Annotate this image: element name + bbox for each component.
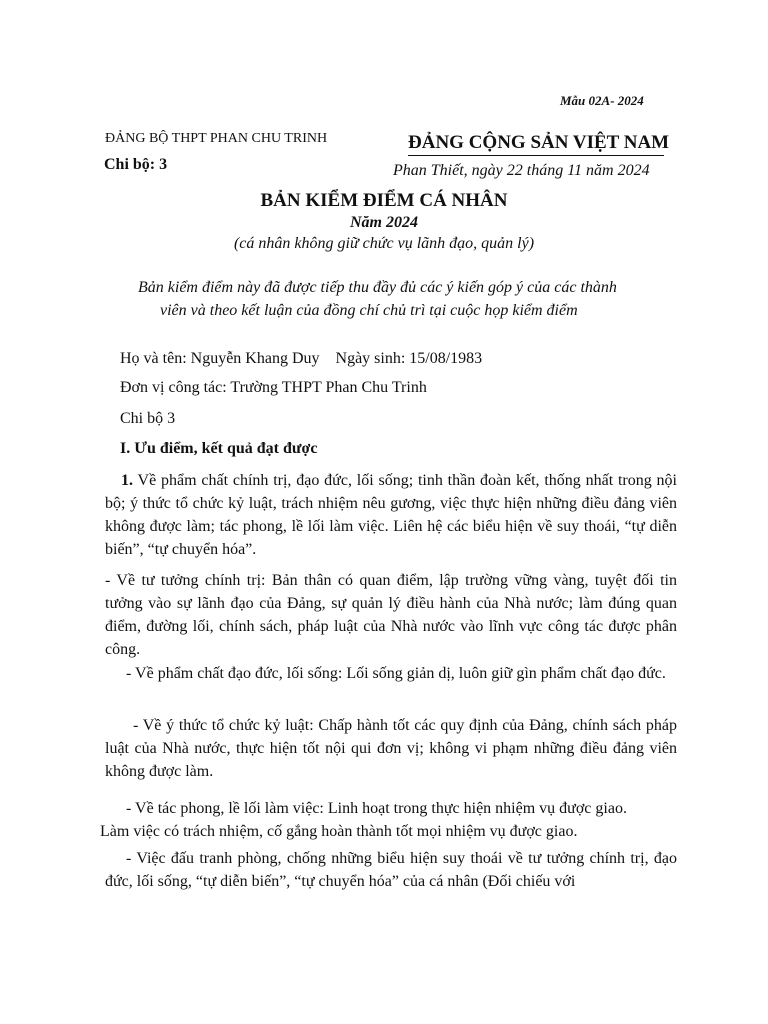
document-subtitle: (cá nhân không giữ chức vụ lãnh đạo, quản lý) xyxy=(233,235,535,252)
section-heading-strengths: I. Ưu điểm, kết quả đạt được xyxy=(120,440,318,457)
form-number: Mẫu 02A- 2024 xyxy=(560,93,644,108)
full-name: Họ và tên: Nguyễn Khang Duy xyxy=(120,350,320,367)
review-note-line-2: viên và theo kết luận của đồng chí chủ trì tại cuộc họp kiểm điểm xyxy=(160,302,578,319)
political-ideology-paragraph: - Về tư tưởng chính trị: Bản thân có quan điểm, lập trường vững vàng, tuyệt đối tin tưởng vào sự lãnh đạo của Đảng, sự quản lý điều hành của Nhà nước; làm đúng quan điểm, đường lối, chính sách, pháp luật của Nhà nước vào lĩnh vực công tác được phân công. xyxy=(105,572,677,658)
party-name-underline xyxy=(408,155,664,156)
item-1-number: 1. xyxy=(121,472,133,489)
document-year: Năm 2024 xyxy=(350,214,418,231)
review-note-line-1: Bản kiểm điểm này đã được tiếp thu đầy đủ các ý kiến góp ý của các thành xyxy=(138,279,617,296)
party-organization: ĐẢNG BỘ THPT PHAN CHU TRINH xyxy=(105,131,328,146)
document-title: BẢN KIỂM ĐIỂM CÁ NHÂN xyxy=(260,190,508,211)
item-1-text: Về phẩm chất chính trị, đạo đức, lối sống; tinh thần đoàn kết, thống nhất trong nội bộ; ý thức tổ chức kỷ luật, trách nhiệm nêu gương, việc thực hiện những điều đảng viên không được làm; tác phong, lề lối làm việc. Liên hệ các biểu hiện về suy thoái, “tự diễn biến”, “tự chuyển hóa”. xyxy=(105,472,677,558)
party-name: ĐẢNG CỘNG SẢN VIỆT NAM xyxy=(408,132,670,153)
place-date: Phan Thiết, ngày 22 tháng 11 năm 2024 xyxy=(393,162,650,179)
item-1-paragraph xyxy=(105,469,677,561)
name-dob-row xyxy=(120,350,482,368)
work-style-line-1: - Về tác phong, lề lối làm việc: Linh hoạt trong thực hiện nhiệm vụ được giao. xyxy=(126,800,627,817)
party-cell: Chi bộ: 3 xyxy=(104,156,168,173)
anti-degradation-paragraph: - Việc đấu tranh phòng, chống những biểu hiện suy thoái về tư tưởng chính trị, đạo đức, lối sống, “tự diễn biến”, “tự chuyển hóa” của cá nhân (Đối chiếu với xyxy=(105,850,677,890)
work-style-paragraph xyxy=(100,797,677,843)
discipline-paragraph: - Về ý thức tổ chức kỷ luật: Chấp hành tốt các quy định của Đảng, chính sách pháp luật của Nhà nước, thực hiện tốt nội qui đơn vị; không vi phạm những điều đảng viên không được làm. xyxy=(105,717,677,780)
date-of-birth: Ngày sinh: 15/08/1983 xyxy=(335,350,483,367)
personal-cell: Chi bộ 3 xyxy=(120,410,176,427)
ethics-paragraph: - Về phẩm chất đạo đức, lối sống: Lối sống giản dị, luôn giữ gìn phẩm chất đạo đức. xyxy=(126,665,666,682)
work-unit: Đơn vị công tác: Trường THPT Phan Chu Trinh xyxy=(120,379,427,396)
review-note xyxy=(138,276,678,322)
work-style-line-2: Làm việc có trách nhiệm, cố gắng hoàn thành tốt mọi nhiệm vụ được giao. xyxy=(100,823,578,840)
